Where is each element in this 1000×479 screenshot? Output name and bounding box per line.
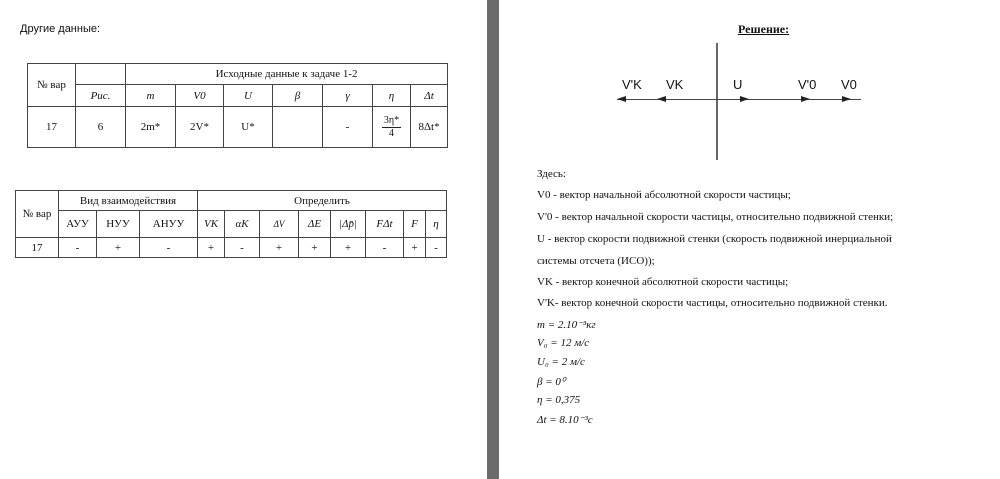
text-line: V0 - вектор начальной абсолютной скорости частицы; [537,189,791,201]
header-dt: Δt [411,85,448,107]
moving-wall [716,43,718,160]
header-col: αK [225,211,260,238]
other-data-heading: Другие данные: [20,23,101,35]
arrow-right-icon [842,96,851,102]
formula: η = 0,375 [537,394,581,406]
cell: - [140,238,198,258]
cell-eta: $\frac{3\eta*}{4}$ [373,107,411,148]
header-col: VK [198,211,225,238]
cell: + [331,238,366,258]
formula: V₀ = 12 м/с [537,337,590,349]
cell: + [299,238,331,258]
header-group: Исходные данные к задаче 1-2 [126,64,448,85]
cell: 17 [16,238,59,258]
text-line: V'K- вектор конечной скорости частицы, относительно подвижной стенки. [537,297,888,309]
cell-v0: 2V* [176,107,224,148]
vector-label: VK [666,77,684,92]
left-page [0,0,487,479]
header-col: ΔE [299,211,331,238]
tasks-table [15,190,447,258]
header-col: η [426,211,447,238]
header-col: |Δp̄| [331,211,366,238]
header-col: ΔV [260,211,299,238]
velocity-axis [617,99,861,100]
text-line: V'0 - вектор начальной скорости частицы, относительно подвижной стенки; [537,211,894,223]
table-row [16,238,447,258]
header-col: АУУ [59,211,97,238]
cell-gamma: - [323,107,373,148]
header-beta: β [273,85,323,107]
vector-label: V0 [841,77,857,92]
vector-label: U [733,77,743,92]
text-line: системы отсчета (ИСО)); [537,255,655,267]
cell-var: 17 [28,107,76,148]
header-var: № вар [28,64,76,107]
cell-m: 2m* [126,107,176,148]
cell-ris: 6 [76,107,126,148]
formula: m = 2.10⁻³кг [537,319,596,331]
text-line: VK - вектор конечной абсолютной скорости частицы; [537,276,789,288]
cell: + [404,238,426,258]
arrow-left-icon [657,96,666,102]
cell: + [97,238,140,258]
cell-u: U* [224,107,273,148]
cell: - [59,238,97,258]
table-row [28,107,448,148]
header-col: FΔt [366,211,404,238]
arrow-right-icon [801,96,810,102]
cell: + [198,238,225,258]
header-determine: Определить [198,191,447,211]
vector-label: V'K [622,77,642,92]
header-ris: Рис. [76,85,126,107]
header-m: m [126,85,176,107]
formula: U₀ = 2 м/с [537,356,585,368]
vector-label: V'0 [798,77,817,92]
arrow-left-icon [617,96,626,102]
header-var: № вар [16,191,59,238]
formula: Δt = 8.10⁻³с [537,414,593,426]
header-col: F [404,211,426,238]
header-v0: V0 [176,85,224,107]
cell-dt: 8Δt* [411,107,448,148]
header-col: НУУ [97,211,140,238]
cell-beta [273,107,323,148]
header-u: U [224,85,273,107]
source-data-table [27,63,448,148]
header-eta: η [373,85,411,107]
text-line: Здесь: [537,168,566,180]
arrow-right-icon [740,96,749,102]
formula: β = 0⁰ [537,376,566,388]
text-line: U - вектор скорости подвижной стенки (скорость подвижной инерциальной [537,233,892,245]
cell: + [260,238,299,258]
solution-title: Решение: [738,22,790,36]
header-gamma: γ [323,85,373,107]
page-divider [487,0,499,479]
header-col: АНУУ [140,211,198,238]
header-interaction: Вид взаимодействия [59,191,198,211]
cell: - [426,238,447,258]
cell: - [225,238,260,258]
cell: - [366,238,404,258]
